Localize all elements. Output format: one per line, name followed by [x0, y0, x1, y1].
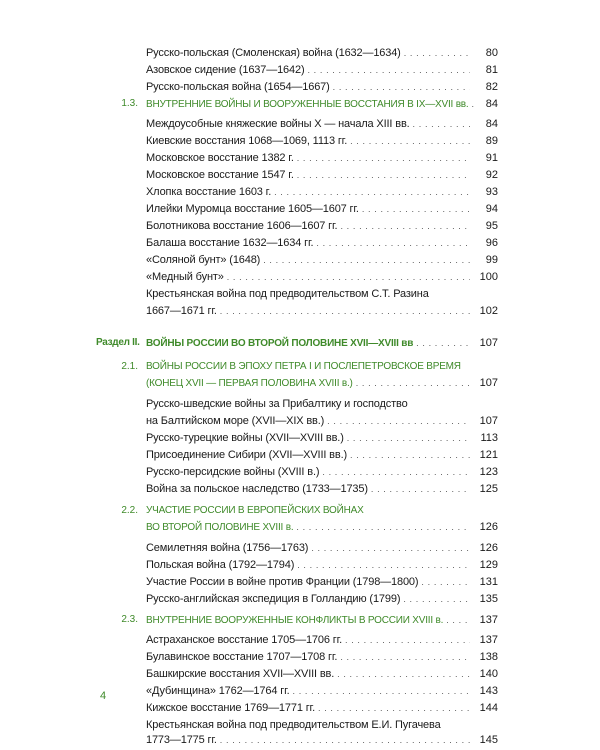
toc-page-number: 91 — [485, 152, 498, 164]
toc-entry[interactable]: Русско-персидские войны (XVIII в.) . . . — [146, 464, 473, 480]
toc-entry[interactable]: Кижское восстание 1769—1771 гг. . . . — [146, 700, 473, 716]
toc-page-number: 80 — [485, 47, 498, 59]
toc-page-number: 135 — [479, 593, 498, 605]
toc-page-number: 95 — [485, 220, 498, 232]
dot-leader — [322, 464, 470, 480]
toc-entry-line1[interactable]: Крестьянская война под предводительством С.Т. Разина — [146, 288, 429, 300]
dot-leader — [274, 184, 470, 200]
toc-page-number: 144 — [479, 702, 498, 714]
toc-entry[interactable]: Русско-турецкие войны (XVII—XVIII вв.) . . . — [146, 430, 473, 446]
dot-leader — [403, 591, 470, 607]
dot-leader — [345, 632, 470, 648]
toc-section-heading[interactable]: ВНУТРЕННИЕ ВОЙНЫ И ВООРУЖЕННЫЕ ВОССТАНИЯ В IX—XVII вв. . . . — [146, 96, 473, 112]
dot-leader — [297, 167, 470, 183]
toc-entry[interactable]: Болотникова восстание 1606—1607 гг. . . . — [146, 218, 473, 234]
section-number: 2.3. — [121, 614, 138, 625]
toc-entry[interactable]: Междоусобные княжеские войны X — начала XIII вв. . . . — [146, 116, 473, 132]
dot-leader — [350, 133, 470, 149]
dot-leader — [297, 557, 470, 573]
dot-leader — [446, 612, 470, 628]
toc-page-number: 93 — [485, 186, 498, 198]
section-number: 2.2. — [121, 505, 138, 516]
toc-page-number: 129 — [479, 559, 498, 571]
toc-page-number: 94 — [485, 203, 498, 215]
toc-page-number: 113 — [480, 432, 498, 444]
dot-leader — [421, 574, 470, 590]
dot-leader — [404, 45, 470, 61]
toc-entry[interactable]: «Дубинщина» 1762—1764 гг. . . . — [146, 683, 473, 699]
toc-entry[interactable]: Русско-английская экспедиция в Голландию (1799) . . . — [146, 591, 473, 607]
toc-entry[interactable]: Московское восстание 1547 г. . . . — [146, 167, 473, 183]
toc-page-number: 107 — [479, 415, 498, 427]
toc-page-number: 121 — [479, 449, 498, 461]
toc-page-number: 96 — [485, 237, 498, 249]
toc-page-number: 131 — [479, 576, 498, 588]
dot-leader — [220, 303, 470, 319]
toc-page-number: 125 — [479, 483, 498, 495]
toc-entry[interactable]: Илейки Муромца восстание 1605—1607 гг. . . . — [146, 201, 473, 217]
toc-entry[interactable]: 1773—1775 гг. . . . — [146, 732, 473, 748]
toc-entry-line1[interactable]: Русско-шведские войны за Прибалтику и господство — [146, 398, 408, 410]
dot-leader — [350, 447, 470, 463]
toc-entry[interactable]: Астраханское восстание 1705—1706 гг. . . . — [146, 632, 473, 648]
toc-entry[interactable]: Киевские восстания 1068—1069, 1113 гг. . . . — [146, 133, 473, 149]
dot-leader — [327, 413, 470, 429]
toc-entry[interactable]: Хлопка восстание 1603 г. . . . — [146, 184, 473, 200]
toc-page-number: 84 — [485, 118, 498, 130]
dot-leader — [297, 150, 470, 166]
toc-page-number: 137 — [479, 634, 498, 646]
toc-entry[interactable]: Польская война (1792—1794) . . . — [146, 557, 473, 573]
toc-page-number: 107 — [479, 337, 498, 349]
toc-page-number: 99 — [485, 254, 498, 266]
toc-page-number: 102 — [479, 305, 498, 317]
dot-leader — [293, 683, 471, 699]
toc-entry[interactable]: Булавинское восстание 1707—1708 гг. . . . — [146, 649, 473, 665]
toc-entry[interactable]: Война за польское наследство (1733—1735) . . . — [146, 481, 473, 497]
toc-entry[interactable]: Семилетняя война (1756—1763) . . . — [146, 540, 473, 556]
dot-leader — [371, 481, 470, 497]
dot-leader — [333, 79, 470, 95]
toc-page-number: 140 — [479, 668, 498, 680]
toc-entry[interactable]: Участие России в войне против Франции (1798—1800) . . . — [146, 574, 473, 590]
toc-page-number: 123 — [479, 466, 498, 478]
dot-leader — [316, 235, 470, 251]
toc-entry[interactable]: Присоединение Сибири (XVII—XVIII вв.) . . . — [146, 447, 473, 463]
toc-page-number: 81 — [485, 64, 498, 76]
dot-leader — [347, 430, 470, 446]
toc-page-number: 137 — [479, 614, 498, 626]
section-number: 2.1. — [121, 361, 138, 372]
dot-leader — [416, 335, 470, 351]
toc-entry[interactable]: Русско-польская (Смоленская) война (1632—1634) . . . — [146, 45, 473, 61]
dot-leader — [337, 666, 470, 682]
toc-page-number: 138 — [479, 651, 498, 663]
toc-page-number: 100 — [479, 271, 498, 283]
toc-section-heading-line1[interactable]: УЧАСТИЕ РОССИИ В ЕВРОПЕЙСКИХ ВОЙНАХ — [146, 505, 364, 516]
toc-section-heading[interactable]: ВО ВТОРОЙ ПОЛОВИНЕ XVIII в. . . . — [146, 519, 473, 535]
dot-leader — [307, 62, 470, 78]
dot-leader — [413, 116, 470, 132]
dot-leader — [362, 201, 470, 217]
dot-leader — [356, 375, 470, 391]
toc-section-heading[interactable]: ВНУТРЕННИЕ ВООРУЖЕННЫЕ КОНФЛИКТЫ В РОССИИ XVIII в. . . . — [146, 612, 473, 628]
toc-page-number: 89 — [485, 135, 498, 147]
dot-leader — [263, 252, 470, 268]
dot-leader — [227, 269, 470, 285]
toc-entry[interactable]: Балаша восстание 1632—1634 гг. . . . — [146, 235, 473, 251]
toc-entry[interactable]: Московское восстание 1382 г. . . . — [146, 150, 473, 166]
toc-section-heading-line1[interactable]: ВОЙНЫ РОССИИ В ЭПОХУ ПЕТРА I И ПОСЛЕПЕТРОВСКОЕ ВРЕМЯ — [146, 361, 461, 372]
part-label: Раздел II. — [96, 337, 140, 348]
toc-page-number: 82 — [485, 81, 498, 93]
dot-leader — [340, 649, 470, 665]
dot-leader — [311, 540, 470, 556]
toc-page-number: 143 — [479, 685, 498, 697]
toc-entry-line1[interactable]: Крестьянская война под предводительством Е.И. Пугачева — [146, 719, 441, 731]
toc-entry[interactable]: «Соляной бунт» (1648) . . . — [146, 252, 473, 268]
toc-entry[interactable]: 1667—1671 гг. . . . — [146, 303, 473, 319]
toc-entry[interactable]: «Медный бунт» . . . — [146, 269, 473, 285]
dot-leader — [340, 218, 470, 234]
dot-leader — [220, 732, 470, 748]
toc-entry[interactable]: на Балтийском море (XVII—XIX вв.) . . . — [146, 413, 473, 429]
toc-part-heading[interactable]: ВОЙНЫ РОССИИ ВО ВТОРОЙ ПОЛОВИНЕ XVII—XVIII вв . . . — [146, 335, 473, 351]
toc-page-number: 84 — [485, 98, 498, 110]
toc-page-number: 145 — [479, 734, 498, 746]
toc-entry[interactable]: Русско-польская война (1654—1667) . . . — [146, 79, 473, 95]
toc-page-number: 126 — [479, 542, 498, 554]
dot-leader — [296, 519, 470, 535]
toc-entry[interactable]: Башкирские восстания XVII—XVIII вв. . . . — [146, 666, 473, 682]
toc-entry[interactable]: Азовское сидение (1637—1642) . . . — [146, 62, 473, 78]
dot-leader — [318, 700, 470, 716]
section-number: 1.3. — [121, 98, 138, 109]
toc-page-number: 92 — [485, 169, 498, 181]
toc-section-heading[interactable]: (КОНЕЦ XVII — ПЕРВАЯ ПОЛОВИНА XVIII в.) . . . — [146, 375, 473, 391]
toc-page-number: 107 — [479, 377, 498, 389]
page-number: 4 — [100, 690, 107, 702]
toc-page-number: 126 — [479, 521, 498, 533]
